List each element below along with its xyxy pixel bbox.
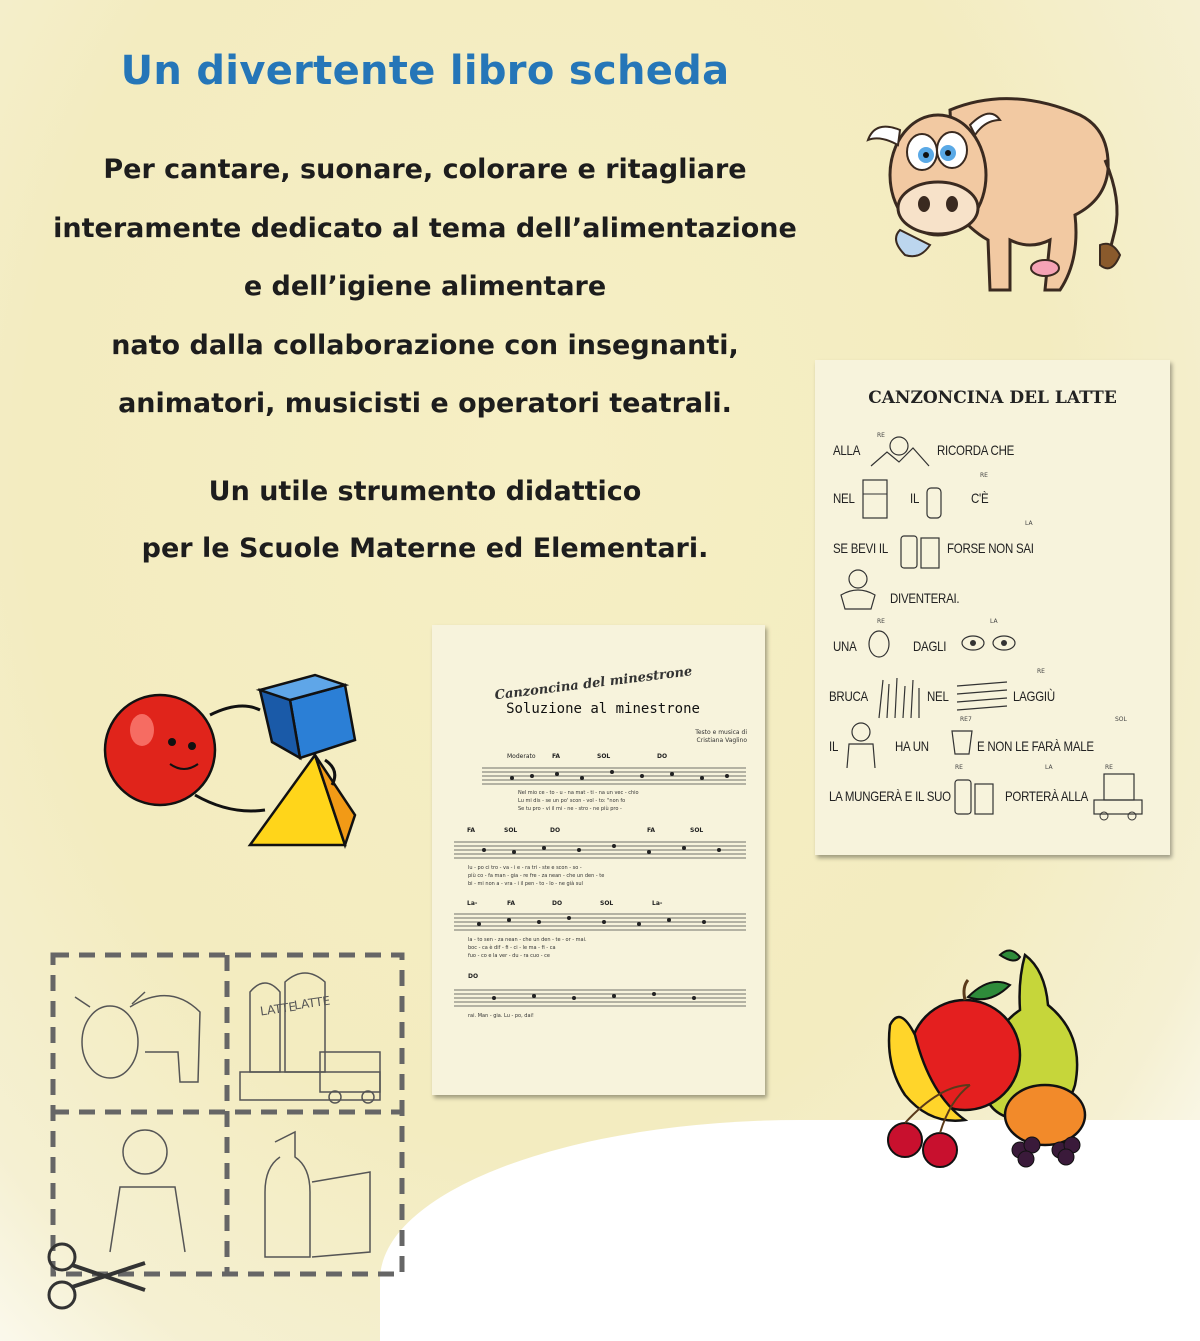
lyric-word: DAGLI [913, 638, 947, 654]
chord-label: RE [980, 472, 988, 479]
minestrone-song-card [432, 625, 765, 1095]
intro-line: e dell’igiene alimentare [243, 271, 607, 302]
chord-label: DO [550, 827, 561, 834]
shapes-characters-illustration [100, 660, 370, 880]
chord-label: FA [552, 753, 561, 760]
chord-label: RE7 [960, 716, 972, 723]
chord-label: SOL [597, 753, 611, 760]
chord-label: SOL [1115, 716, 1127, 723]
minestrone-title: Canzoncina del minestrone [493, 664, 694, 704]
minestrone-credit [695, 729, 747, 745]
useful-line: per le Scuole Materne ed Elementari. [141, 533, 709, 564]
lyric-line: fuo - co e la ver - du - ra cuo - ce [468, 953, 550, 959]
lyric-line: Lu mi dis - se un po' scon - vol - to: "non fo [518, 798, 626, 804]
bucket-icon [949, 726, 975, 756]
lyric-line: lu - po ci tro - va - i e - ra tri - ste e scon - so - [468, 865, 582, 871]
grass-icon [875, 676, 923, 720]
lyric-line: rai. Man - gia. Lu - po, dai! [468, 1013, 534, 1019]
chord-label: SOL [504, 827, 518, 834]
useful-line: Un utile strumento didattico [208, 476, 642, 507]
cutout-label: LATTE [259, 999, 298, 1019]
lyric-word: BRUCA [829, 688, 868, 704]
music-staff [482, 765, 746, 787]
lyric-word: LA MUNGERÀ E IL SUO [829, 788, 951, 804]
chord-label: La- [467, 900, 478, 907]
intro-line: Per cantare, suonare, colorare e ritagliare [103, 154, 747, 185]
cutout-sheet [50, 952, 405, 1277]
lyric-word: LAGGIÙ [1013, 688, 1055, 704]
credit-line: Testo e musica di [695, 729, 747, 736]
lyric-word: NEL [833, 490, 855, 506]
lyric-word: FORSE NON SAI [947, 540, 1034, 556]
lyric-line: Nel mio ce - to - u - na mat - ti - na un vec - chio [518, 790, 639, 796]
lyric-word: C'È [971, 490, 989, 506]
lyric-word: RICORDA CHE [937, 442, 1015, 458]
lyric-word: IL [910, 490, 920, 506]
cow-head-icon [865, 628, 893, 662]
chord-label: RE [877, 618, 885, 625]
lyric-word: DIVENTERAI. [890, 590, 960, 606]
lyric-line: Se tu pro - vi il mi - ne - stro - ne più pro - [518, 806, 622, 812]
chord-label: RE [1105, 764, 1113, 771]
fruit-illustration [870, 935, 1110, 1180]
chord-label: FA [467, 827, 476, 834]
scissors-icon [40, 1235, 150, 1315]
lyric-line: boc - ca è dif - fi - ci - le ma - fi - ca [468, 945, 556, 951]
strong-kid-icon [835, 565, 881, 611]
credit-line: Cristiana Vaglino [696, 737, 747, 744]
chord-label: LA [1025, 520, 1033, 527]
lyric-line: la - to sen - za nean - che un den - te - or - mai. [468, 937, 587, 943]
milk-bottle-icon [899, 528, 945, 570]
lyric-line: più co - fa man - gia - re fre - za nean - che un den - te [468, 873, 605, 879]
field-icon [955, 676, 1009, 716]
lyric-word: HA UN [895, 738, 929, 754]
chord-label: DO [657, 753, 668, 760]
useful-text [60, 472, 790, 586]
chord-label: FA [507, 900, 516, 907]
tempo-label: Moderato [507, 753, 536, 760]
chord-label: SOL [690, 827, 704, 834]
cow-illustration [860, 90, 1130, 305]
intro-text [20, 150, 830, 443]
chord-label: La- [652, 900, 663, 907]
sun-mountain-icon [869, 432, 931, 470]
chord-label: RE [1037, 668, 1045, 675]
milk-song-title: CANZONCINA DEL LATTE [868, 388, 1117, 408]
lyric-word: SE BEVI IL [833, 540, 888, 556]
chord-label: RE [877, 432, 885, 439]
chord-label: LA [990, 618, 998, 625]
music-staff [454, 987, 746, 1009]
chord-label: SOL [600, 900, 614, 907]
intro-line: nato dalla collaborazione con insegnanti, [111, 329, 739, 361]
lyric-word: UNA [833, 638, 857, 654]
cutout-label: LATTE [293, 993, 332, 1013]
dairy-truck-icon [1090, 770, 1146, 822]
cutout-grid [50, 952, 405, 1277]
lyric-word: ALLA [833, 442, 861, 458]
chord-label: LA [1045, 764, 1053, 771]
chord-label: DO [552, 900, 563, 907]
milk-song-card [815, 360, 1170, 855]
lyric-word: NEL [927, 688, 949, 704]
lyric-word: IL [829, 738, 839, 754]
minestrone-subtitle: Soluzione al minestrone [506, 701, 700, 717]
chord-label: RE [955, 764, 963, 771]
page-title: Un divertente libro scheda [120, 48, 730, 94]
lyric-word: E NON LE FARÀ MALE [977, 738, 1094, 754]
chord-label: DO [468, 973, 479, 980]
milk-bottle-icon [953, 772, 999, 816]
music-staff [454, 911, 746, 933]
intro-line: animatori, musicisti e operatori teatrali. [118, 388, 732, 419]
lyric-line: bi - mi non a - vra - i il pen - to - lo - ne già sul [468, 881, 583, 887]
lyric-word: PORTERÀ ALLA [1005, 788, 1088, 804]
eyes-icon [960, 632, 1018, 654]
farmer-icon [841, 720, 881, 770]
chord-label: FA [647, 827, 656, 834]
music-staff [454, 839, 746, 861]
intro-line: interamente dedicato al tema dell’alimentazione [53, 212, 797, 244]
